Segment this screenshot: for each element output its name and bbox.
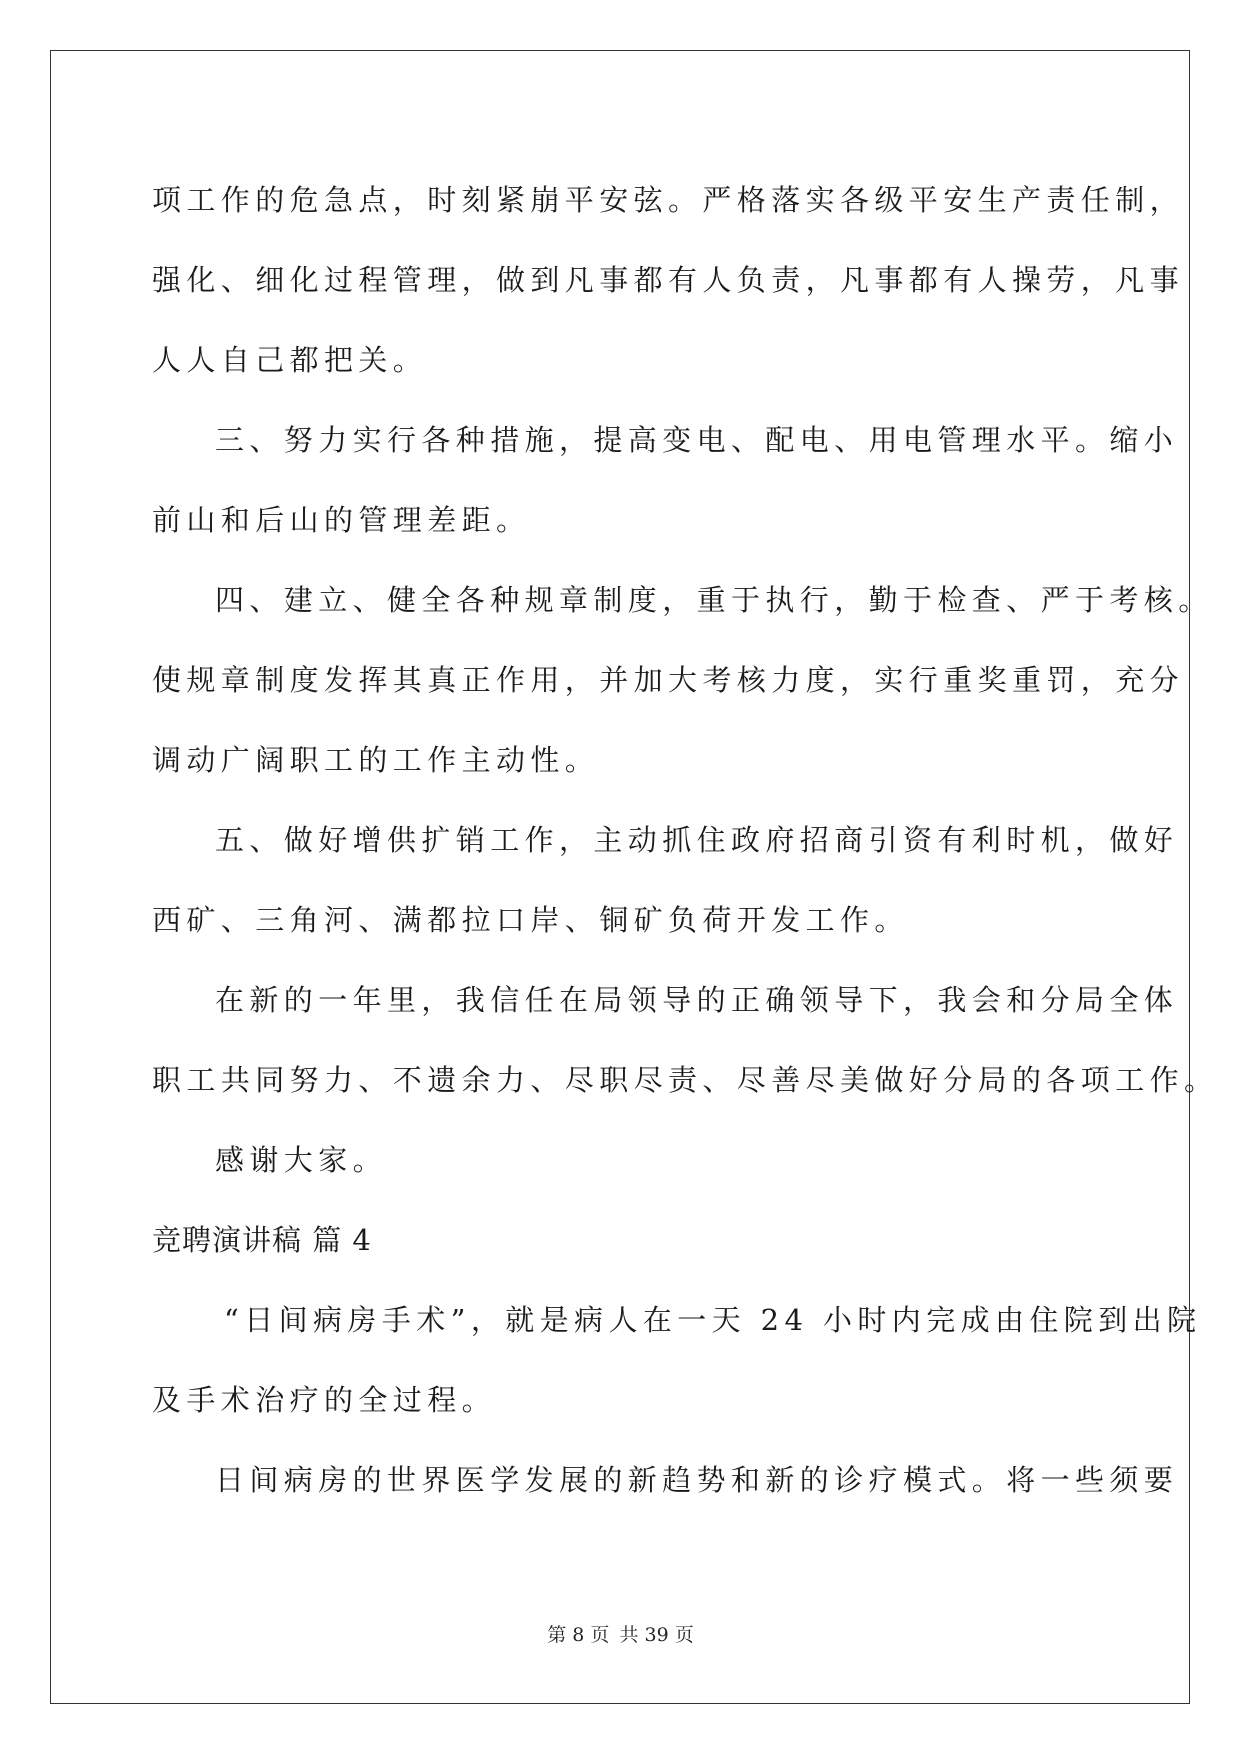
paragraph-start: 日间病房的世界医学发展的新趋势和新的诊疗模式。将一些须要	[215, 1463, 1179, 1497]
paragraph-start: 在新的一年里，我信任在局领导的正确领导下，我会和分局全体	[215, 983, 1179, 1017]
text-line: 前山和后山的管理差距。	[152, 503, 531, 537]
text-line: 职工共同努力、不遗余力、尽职尽责、尽善尽美做好分局的各项工作。	[152, 1063, 1219, 1097]
text-line: 西矿、三角河、满都拉口岸、铜矿负荷开发工作。	[152, 903, 909, 937]
text-line: 强化、细化过程管理，做到凡事都有人负责，凡事都有人操劳，凡事	[152, 263, 1185, 297]
paragraph-start: 四、建立、健全各种规章制度，重于执行，勤于检查、严于考核。	[215, 583, 1213, 617]
paragraph-start: “日间病房手术”，就是病人在一天 24 小时内完成由住院到出院	[224, 1303, 1202, 1337]
text-line: 人人自己都把关。	[152, 343, 428, 377]
page-footer	[0, 1620, 1241, 1647]
section-heading: 竞聘演讲稿 篇 4	[152, 1223, 372, 1257]
text-line: 使规章制度发挥其真正作用，并加大考核力度，实行重奖重罚，充分	[152, 663, 1185, 697]
text-line: 调动广阔职工的工作主动性。	[152, 743, 600, 777]
paragraph-start: 五、做好增供扩销工作，主动抓住政府招商引资有利时机，做好	[215, 823, 1179, 857]
text-line: 及手术治疗的全过程。	[152, 1383, 497, 1417]
paragraph-start: 三、努力实行各种措施，提高变电、配电、用电管理水平。缩小	[215, 423, 1179, 457]
text-line: 项工作的危急点，时刻紧崩平安弦。严格落实各级平安生产责任制，	[152, 183, 1185, 217]
closing-line: 感谢大家。	[215, 1143, 388, 1177]
document-body	[152, 160, 1219, 1520]
page-total: 共 39 页	[619, 1624, 694, 1646]
page-number: 第 8 页	[547, 1624, 610, 1646]
